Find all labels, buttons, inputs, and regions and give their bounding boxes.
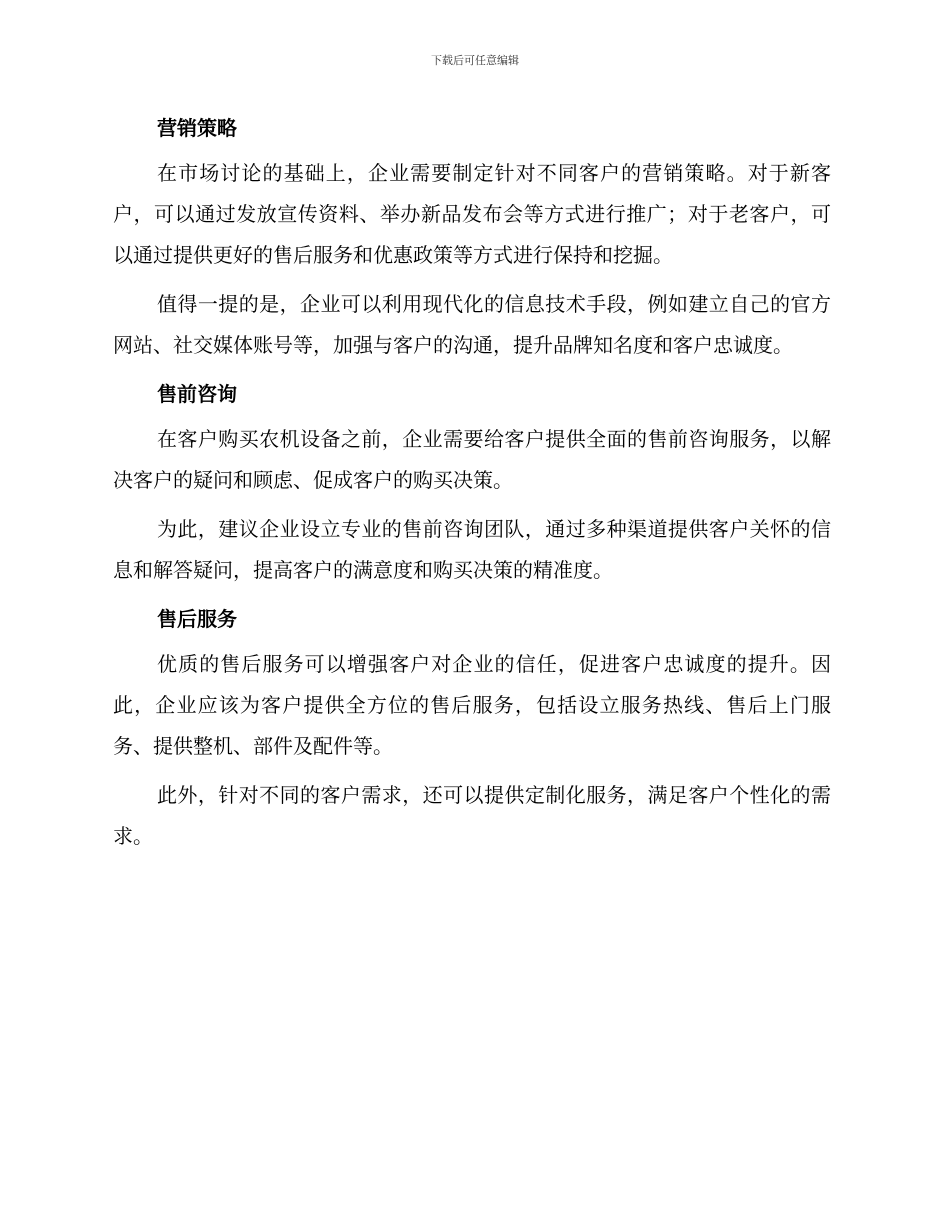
paragraph: 为此，建议企业设立专业的售前咨询团队，通过多种渠道提供客户关怀的信息和解答疑问，提高客户的满意度和购买决策的精准度。	[113, 517, 831, 582]
section-aftersales-service	[113, 599, 831, 857]
section-heading: 营销策略	[157, 116, 237, 140]
paragraph: 在客户购买农机设备之前，企业需要给客户提供全面的售前咨询服务，以解决客户的疑问和顾虑、促成客户的购买决策。	[113, 427, 831, 492]
document-body	[113, 108, 831, 865]
section-heading: 售前咨询	[157, 382, 237, 406]
paragraph: 优质的售后服务可以增强客户对企业的信任，促进客户忠诚度的提升。因此，企业应该为客户提供全方位的售后服务，包括设立服务热线、售后上门服务、提供整机、部件及配件等。	[113, 652, 831, 758]
section-presales-consulting	[113, 374, 831, 591]
section-heading: 售后服务	[157, 607, 237, 631]
paragraph: 值得一提的是，企业可以利用现代化的信息技术手段，例如建立自己的官方网站、社交媒体账号等，加强与客户的沟通，提升品牌知名度和客户忠诚度。	[113, 292, 831, 357]
section-marketing-strategy	[113, 108, 831, 366]
paragraph: 在市场讨论的基础上，企业需要制定针对不同客户的营销策略。对于新客户，可以通过发放宣传资料、举办新品发布会等方式进行推广；对于老客户，可以通过提供更好的售后服务和优惠政策等方式进行保持和挖掘。	[113, 161, 831, 267]
paragraph: 此外，针对不同的客户需求，还可以提供定制化服务，满足客户个性化的需求。	[113, 783, 831, 848]
page-header: 下载后可任意编辑	[431, 54, 519, 67]
